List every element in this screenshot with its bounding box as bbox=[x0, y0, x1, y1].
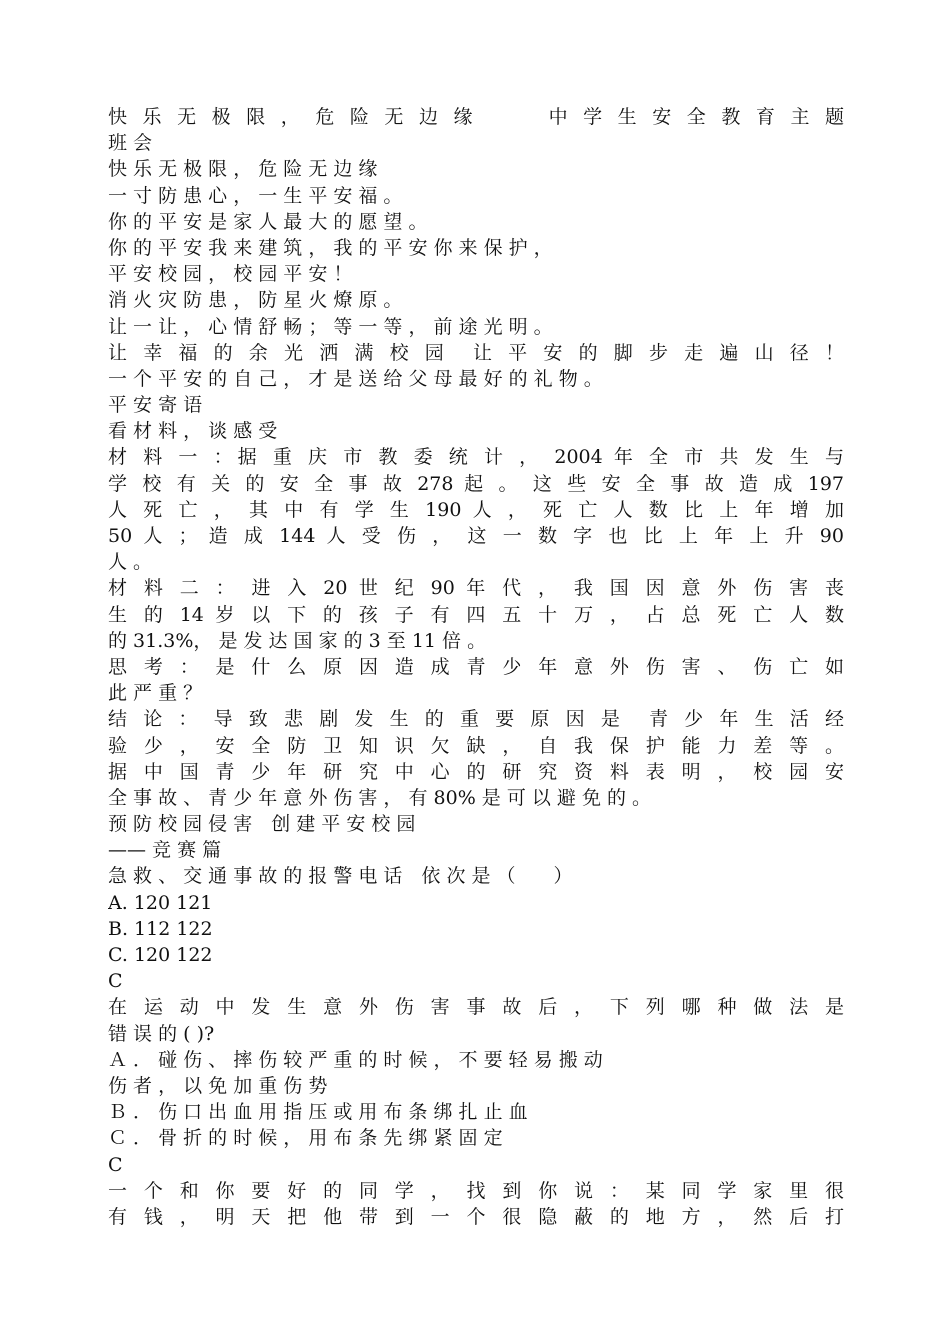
text-line: 验 少 ， 安 全 防 卫 知 识 欠 缺 ， 自 我 保 护 能 力 差 等 。 bbox=[108, 734, 844, 757]
text-line: 让 幸 福 的 余 光 洒 满 校 园 让 平 安 的 脚 步 走 遍 山 径 ！ bbox=[108, 341, 844, 364]
text-line: 人 。 bbox=[108, 551, 153, 574]
text-line: 全 事 故 、 青 少 年 意 外 伤 害 ， 有 80% 是 可 以 避 免 的 。 bbox=[108, 786, 652, 809]
text-line: Ｂ ． 伤 口 出 血 用 指 压 或 用 布 条 绑 扎 止 血 bbox=[108, 1101, 528, 1124]
text-line: 一 寸 防 患 心 ， 一 生 平 安 福 。 bbox=[108, 184, 403, 207]
text-line: C bbox=[108, 1153, 123, 1176]
text-line: 思 考 ： 是 什 么 原 因 造 成 青 少 年 意 外 伤 害 、 伤 亡 如 bbox=[108, 655, 844, 678]
text-line: —— 竞 赛 篇 bbox=[108, 839, 222, 862]
text-line: 伤 者 ， 以 免 加 重 伤 势 bbox=[108, 1074, 328, 1097]
text-line: 此 严 重 ？ bbox=[108, 682, 203, 705]
text-line: 据 中 国 青 少 年 研 究 中 心 的 研 究 资 料 表 明 ， 校 园 安 bbox=[108, 760, 844, 783]
text-line: 生 的 14 岁 以 下 的 孩 子 有 四 五 十 万 ， 占 总 死 亡 人 数 bbox=[108, 603, 844, 626]
text-line: 平 安 校 园 ， 校 园 平 安 ！ bbox=[108, 263, 353, 286]
text-line: B. 112 122 bbox=[108, 917, 213, 940]
text-line: 你 的 平 安 是 家 人 最 大 的 愿 望 。 bbox=[108, 210, 428, 233]
text-line: 班 会 bbox=[108, 132, 153, 155]
text-line: 让 一 让 ， 心 情 舒 畅 ； 等 一 等 ， 前 途 光 明 。 bbox=[108, 315, 553, 338]
text-line: 结 论 ： 导 致 悲 剧 发 生 的 重 要 原 因 是 青 少 年 生 活 经 bbox=[108, 708, 844, 731]
text-line: 的 31.3%， 是 发 达 国 家 的 3 至 11 倍 。 bbox=[108, 629, 487, 652]
text-line: 看 材 料 ， 谈 感 受 bbox=[108, 420, 278, 443]
text-line: 一 个 和 你 要 好 的 同 学 ， 找 到 你 说 ： 某 同 学 家 里 很 bbox=[108, 1179, 844, 1202]
text-line: 材 料 一 ：据 重 庆 市 教 委 统 计 ， 2004 年 全 市 共 发 生 与 bbox=[108, 446, 844, 469]
text-line: Ｃ ． 骨 折 的 时 候 ， 用 布 条 先 绑 紧 固 定 bbox=[108, 1127, 503, 1150]
text-line: 人 死 亡 ， 其 中 有 学 生 190 人 ， 死 亡 人 数 比 上 年 增 加 bbox=[108, 498, 844, 521]
text-line: 学 校 有 关 的 安 全 事 故 278 起 。 这 些 安 全 事 故 造 成 197 bbox=[108, 472, 844, 495]
text-line: 快 乐 无 极 限 ， 危 险 无 边 缘 bbox=[108, 158, 378, 181]
text-line: Ａ ． 碰 伤 、 摔 伤 较 严 重 的 时 候 ， 不 要 轻 易 搬 动 bbox=[108, 1048, 603, 1071]
text-line: 材 料 二 ： 进 入 20 世 纪 90 年 代 ， 我 国 因 意 外 伤 害 丧 bbox=[108, 577, 844, 600]
text-line: C bbox=[108, 970, 123, 993]
text-line: 在 运 动 中 发 生 意 外 伤 害 事 故 后 ， 下 列 哪 种 做 法 是 bbox=[108, 996, 844, 1019]
text-line: 你 的 平 安 我 来 建 筑 ， 我 的 平 安 你 来 保 护 ， bbox=[108, 236, 553, 259]
document-page bbox=[108, 104, 844, 1230]
text-line: 错 误 的 ( )? bbox=[108, 1022, 215, 1045]
text-line: 急 救 、 交 通 事 故 的 报 警 电 话 依 次 是 （ ） bbox=[108, 865, 573, 888]
text-line: A. 120 121 bbox=[108, 891, 213, 914]
text-line: 消 火 灾 防 患 ， 防 星 火 燎 原 。 bbox=[108, 289, 403, 312]
text-line: 平 安 寄 语 bbox=[108, 394, 203, 417]
text-line: C. 120 122 bbox=[108, 944, 213, 966]
text-line: 有 钱 ， 明 天 把 他 带 到 一 个 很 隐 蔽 的 地 方 ， 然 后 打 bbox=[108, 1205, 844, 1228]
text-line: 快 乐 无 极 限 ， 危 险 无 边 缘 中 学 生 安 全 教 育 主 题 bbox=[108, 106, 844, 128]
text-line: 预 防 校 园 侵 害 创 建 平 安 校 园 bbox=[108, 813, 416, 836]
text-line: 50 人 ； 造 成 144 人 受 伤 ， 这 一 数 字 也 比 上 年 上 升 90 bbox=[108, 525, 844, 547]
text-line: 一 个 平 安 的 自 己 ， 才 是 送 给 父 母 最 好 的 礼 物 。 bbox=[108, 367, 603, 390]
